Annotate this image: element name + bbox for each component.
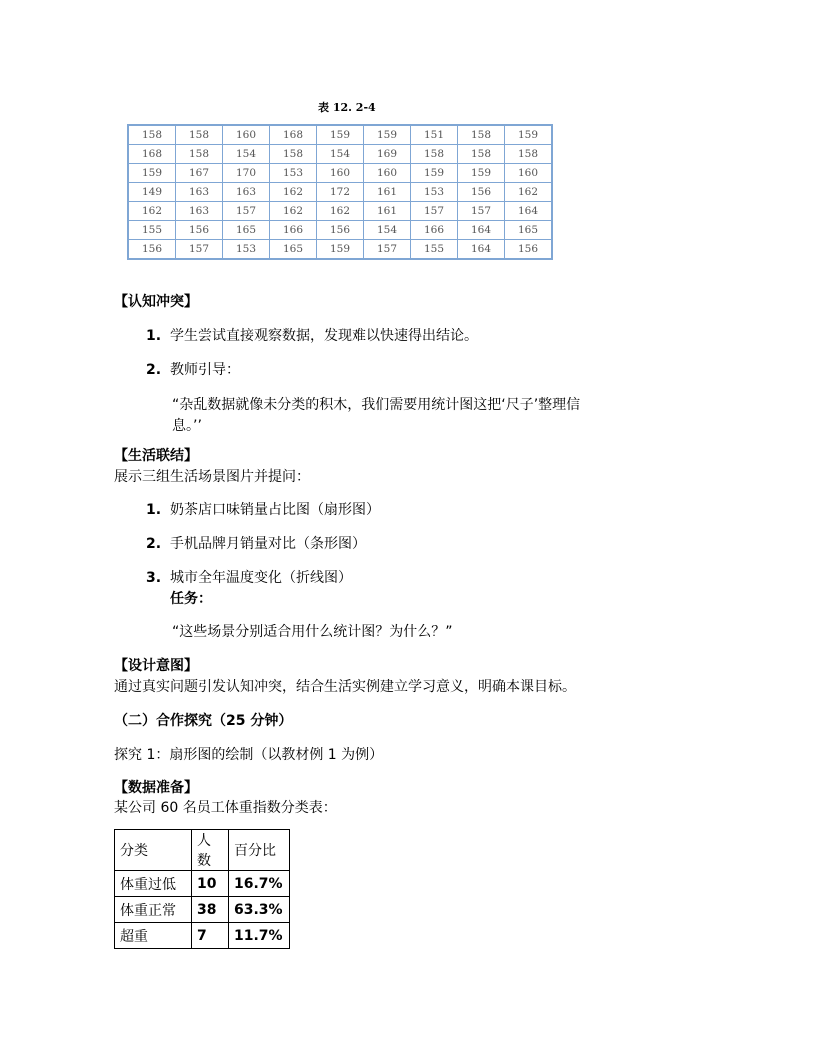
table-cell: 168 xyxy=(270,125,317,145)
table-cell: 165 xyxy=(270,240,317,260)
table-cell: 158 xyxy=(176,145,223,164)
table-cell: 体重正常 xyxy=(115,897,192,923)
table-cell: 159 xyxy=(411,164,458,183)
table-cell: 154 xyxy=(223,145,270,164)
table-cell: 158 xyxy=(176,125,223,145)
table-cell: 160 xyxy=(223,125,270,145)
section-heading-design-intent: 【设计意图】 xyxy=(114,658,198,674)
task-quote: “这些场景分别适合用什么统计图？为什么？” xyxy=(172,624,453,640)
section-heading-data-preparation: 【数据准备】 xyxy=(114,780,198,796)
table-cell: 164 xyxy=(505,202,553,221)
table-cell: 167 xyxy=(176,164,223,183)
table-row xyxy=(115,923,290,949)
section-intro: 展示三组生活场景图片并提问： xyxy=(114,469,310,485)
table-cell: 156 xyxy=(317,221,364,240)
table-cell: 158 xyxy=(270,145,317,164)
table-cell: 63.3% xyxy=(229,897,290,923)
table-header-cell: 百分比 xyxy=(229,830,290,871)
exploration-title: 探究 1：扇形图的绘制（以教材例 1 为例） xyxy=(114,747,384,763)
table-row xyxy=(128,202,552,221)
table-cell: 38 xyxy=(192,897,229,923)
table-cell: 156 xyxy=(458,183,505,202)
table-cell: 159 xyxy=(364,125,411,145)
table-row xyxy=(115,871,290,897)
table-cell: 156 xyxy=(176,221,223,240)
list-number: 2. xyxy=(146,536,162,552)
table-cell: 162 xyxy=(270,183,317,202)
table-cell: 160 xyxy=(505,164,553,183)
table-row xyxy=(128,145,552,164)
table-cell: 157 xyxy=(176,240,223,260)
table-row xyxy=(128,125,552,145)
table-cell: 11.7% xyxy=(229,923,290,949)
table-cell: 154 xyxy=(364,221,411,240)
table-cell: 153 xyxy=(270,164,317,183)
table-cell: 165 xyxy=(223,221,270,240)
table-cell: 16.7% xyxy=(229,871,290,897)
section-text: 通过真实问题引发认知冲突，结合生活实例建立学习意义，明确本课目标。 xyxy=(114,679,576,695)
list-number: 1. xyxy=(146,328,162,344)
table-cell: 超重 xyxy=(115,923,192,949)
table-cell: 166 xyxy=(270,221,317,240)
table-cell: 159 xyxy=(128,164,176,183)
table-cell: 153 xyxy=(411,183,458,202)
table-cell: 151 xyxy=(411,125,458,145)
table-cell: 157 xyxy=(458,202,505,221)
list-item xyxy=(146,567,352,587)
table-cell: 160 xyxy=(364,164,411,183)
table-cell: 161 xyxy=(364,183,411,202)
table-row xyxy=(128,183,552,202)
table-cell: 155 xyxy=(128,221,176,240)
table-cell: 154 xyxy=(317,145,364,164)
table-cell: 161 xyxy=(364,202,411,221)
table-cell: 159 xyxy=(505,125,553,145)
table-cell: 157 xyxy=(411,202,458,221)
table-cell: 159 xyxy=(317,240,364,260)
table-row xyxy=(128,164,552,183)
list-text: 教师引导： xyxy=(170,362,240,378)
table-cell: 155 xyxy=(411,240,458,260)
list-text: 手机品牌月销量对比（条形图） xyxy=(170,536,366,552)
table-row xyxy=(128,240,552,260)
list-number: 3. xyxy=(146,570,162,586)
table-cell: 163 xyxy=(176,183,223,202)
section-heading-cognitive-conflict: 【认知冲突】 xyxy=(114,294,198,310)
section-intro: 某公司 60 名员工体重指数分类表： xyxy=(114,800,337,816)
table-cell: 158 xyxy=(128,125,176,145)
table-cell: 160 xyxy=(317,164,364,183)
list-number: 1. xyxy=(146,502,162,518)
table-cell: 162 xyxy=(128,202,176,221)
table-cell: 158 xyxy=(458,125,505,145)
quote-line: 息。’’ xyxy=(172,418,202,434)
table-cell: 156 xyxy=(128,240,176,260)
table-cell: 170 xyxy=(223,164,270,183)
list-number: 2. xyxy=(146,362,162,378)
list-item xyxy=(146,499,380,519)
table-cell: 159 xyxy=(458,164,505,183)
list-text: 城市全年温度变化（折线图） xyxy=(170,570,352,586)
table-cell: 164 xyxy=(458,221,505,240)
list-text: 学生尝试直接观察数据，发现难以快速得出结论。 xyxy=(170,328,478,344)
table-cell: 157 xyxy=(364,240,411,260)
table-cell: 体重过低 xyxy=(115,871,192,897)
table-cell: 163 xyxy=(176,202,223,221)
list-item xyxy=(146,359,240,379)
section-heading-cooperative-exploration: （二）合作探究（25 分钟） xyxy=(114,713,293,729)
table-cell: 162 xyxy=(317,202,364,221)
table-cell: 149 xyxy=(128,183,176,202)
table-cell: 166 xyxy=(411,221,458,240)
table-cell: 156 xyxy=(505,240,553,260)
table-cell: 163 xyxy=(223,183,270,202)
table-header-cell: 人数 xyxy=(192,830,229,871)
table-cell: 7 xyxy=(192,923,229,949)
height-data-table xyxy=(127,124,553,260)
bmi-category-table xyxy=(114,829,290,949)
table-cell: 158 xyxy=(458,145,505,164)
table-cell: 165 xyxy=(505,221,553,240)
quote-line: “杂乱数据就像未分类的积木，我们需要用统计图这把‘尺子’整理信 xyxy=(172,397,581,413)
table-cell: 172 xyxy=(317,183,364,202)
table-cell: 10 xyxy=(192,871,229,897)
table-cell: 162 xyxy=(270,202,317,221)
table-cell: 162 xyxy=(505,183,553,202)
table-cell: 159 xyxy=(317,125,364,145)
table-header-row xyxy=(115,830,290,871)
table-header-cell: 分类 xyxy=(115,830,192,871)
section-heading-life-connection: 【生活联结】 xyxy=(114,448,198,464)
table-cell: 158 xyxy=(505,145,553,164)
table-cell: 158 xyxy=(411,145,458,164)
table-cell: 164 xyxy=(458,240,505,260)
table-cell: 153 xyxy=(223,240,270,260)
table-row xyxy=(128,221,552,240)
list-item xyxy=(146,325,478,345)
table-cell: 157 xyxy=(223,202,270,221)
table-caption: 表 12. 2-4 xyxy=(318,101,376,114)
list-item xyxy=(146,533,366,553)
table-cell: 168 xyxy=(128,145,176,164)
list-text: 奶茶店口味销量占比图（扇形图） xyxy=(170,502,380,518)
task-label: 任务： xyxy=(170,591,212,607)
table-cell: 169 xyxy=(364,145,411,164)
table-row xyxy=(115,897,290,923)
